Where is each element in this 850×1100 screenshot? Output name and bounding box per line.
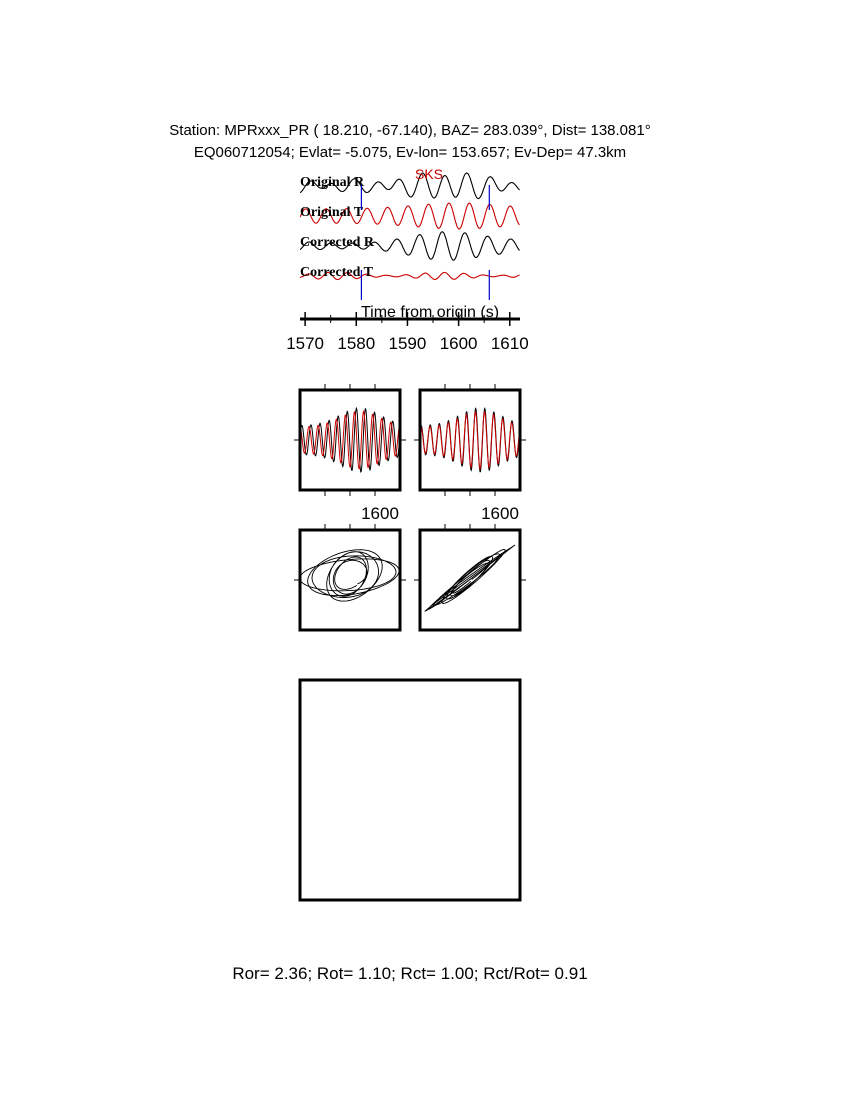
header-station-line: Station: MPRxxx_PR ( 18.210, -67.140), BAZ= 283.039°, Dist= 138.081° [169, 122, 651, 139]
trace-label-corrected-r: Corrected R [300, 235, 374, 250]
particle-motion-panels [294, 524, 526, 630]
header-event-line: EQ060712054; Evlat= -5.075, Ev-lon= 153.657; Ev-Dep= 47.3km [193, 144, 627, 161]
waveform-overlay-panels [294, 384, 526, 523]
phase-label-sks: SKS [415, 166, 444, 182]
grid-frame [300, 680, 520, 900]
time-tick-label: 1610 [490, 334, 529, 353]
seismogram-panel [286, 166, 528, 353]
particle-frame-original [300, 530, 400, 630]
particle-path-original [300, 550, 399, 601]
time-tick-label: 1570 [286, 334, 325, 353]
particle-path-corrected [425, 545, 515, 611]
trace-label-corrected-t: Corrected T [300, 265, 373, 280]
overlay-time-label-before: 1600 [361, 504, 399, 523]
time-tick-label: 1600 [439, 334, 478, 353]
trace-label-original-r: Original R [300, 175, 365, 190]
time-tick-label: 1580 [337, 334, 376, 353]
time-axis-label: Time from origin (s) [360, 304, 500, 321]
overlay-time-label-after: 1600 [481, 504, 519, 523]
footer-correlation-line: Ror= 2.36; Rot= 1.10; Rct= 1.00; Rct/Rot= 0.91 [232, 964, 588, 983]
time-tick-label: 1590 [388, 334, 427, 353]
energy-grid-panel [300, 680, 520, 900]
overlay-radial [300, 408, 400, 472]
overlay-transverse [420, 412, 520, 469]
trace-label-original-t: Original T [300, 205, 364, 220]
